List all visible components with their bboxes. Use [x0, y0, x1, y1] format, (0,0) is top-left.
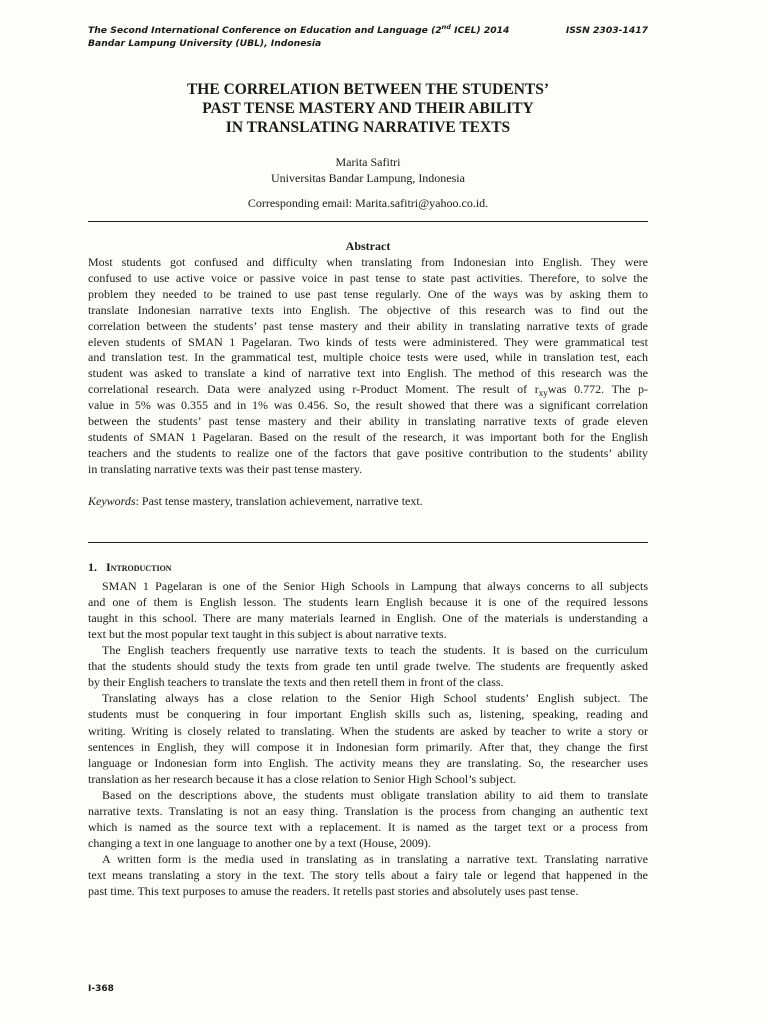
author-name: Marita Safitri — [335, 155, 401, 169]
author-block — [88, 155, 648, 186]
text-line: that the students should study the texts from grade ten until grade twelve. The students are frequently asked — [88, 659, 648, 674]
text-line: A written form is the media used in translating as in translating a narrative text. Translating narrative — [102, 852, 648, 867]
paper-page — [88, 24, 648, 900]
text-line: eleven students of SMAN 1 Pagelaran. Two kinds of tests were administered. They were grammatical test — [88, 334, 648, 349]
text-fragment: correlational research. Data were analyzed using r-Product Moment. The result of r — [88, 382, 539, 397]
keywords-line — [88, 494, 648, 509]
text-line: text means translating a story in the text. The story tells about a fairy tale or legend that happened in the — [88, 868, 648, 883]
text-line: by their English teachers to translate the texts and then retell them in front of the class. — [88, 675, 504, 690]
text-line: confused to use active voice or passive voice in past tense to state past activities. Therefore, to solve the — [88, 270, 648, 285]
abstract-heading: Abstract — [345, 239, 391, 253]
text-line: and translation test. In the grammatical test, multiple choice tests were used, while in translation test, each — [88, 350, 648, 365]
text-line: sentences in English, they will compose it in Indonesian form primarily. After that, they change the first — [88, 739, 648, 754]
text-line: student was asked to translate a kind of narrative text into English. The method of this research was the — [88, 366, 648, 381]
divider-bottom — [88, 542, 648, 543]
text-line: narrative texts. Translating is not an easy thing. Translation is the process from changing an authentic text — [88, 804, 648, 818]
page-number: I-368 — [88, 984, 114, 994]
conference-venue: Bandar Lampung University (UBL), Indonesia — [88, 38, 322, 49]
title-line: IN TRANSLATING NARRATIVE TEXTS — [225, 119, 511, 136]
subscript: xy — [538, 388, 548, 399]
author-affiliation: Universitas Bandar Lampung, Indonesia — [271, 170, 465, 185]
text-line: Most students got confused and difficulty when translating from Indonesian into English. They were — [88, 255, 648, 269]
text-line: and one of them is English lesson. The students learn English because it is one of the required lessons — [88, 594, 648, 609]
keywords-text: : Past tense mastery, translation achievement, narrative text. — [135, 493, 423, 508]
paper-title — [88, 80, 648, 137]
introduction-body — [88, 578, 648, 900]
text-line: language or Indonesian form into English. The activity means they are translating. So, the researcher uses — [88, 755, 648, 770]
text-line: translate Indonesian narrative texts into English. The objective of this research was to find out the — [88, 302, 648, 317]
text-line: correlation between the students’ past tense mastery and their ability in translating narrative texts of grade — [88, 318, 648, 333]
text-line: between the students’ past tense mastery and their ability in translating narrative texts of grade eleven — [88, 414, 648, 429]
title-line: PAST TENSE MASTERY AND THEIR ABILITY — [202, 100, 534, 117]
text-line: students of SMAN 1 Pagelaran. Based on the result of the research, it was important both for the English — [88, 429, 648, 444]
text-line: which is named as the source text with a replacement. It is named as the target text or a process from — [88, 820, 648, 835]
corresponding-email: Corresponding email: Marita.safitri@yahoo.co.id. — [247, 196, 489, 210]
abstract-body — [88, 255, 648, 478]
conference-info — [88, 24, 509, 50]
issn-number: ISSN 2303-1417 — [565, 25, 648, 36]
conference-name: The Second International Conference on Education and Language (2nd ICEL) 2014 — [88, 22, 510, 36]
text-line: value in 5% was 0.355 and in 1% was 0.456. So, the result showed that there was a significant correlation — [88, 398, 648, 413]
text-line: past time. This text purposes to amuse the readers. It retells past stories and absolutely uses past tense. — [88, 884, 579, 899]
text-line: translation as her research because it has a close relation to Senior High School’s subject. — [88, 771, 517, 786]
running-header — [88, 24, 648, 54]
text-line: taught in this school. There are many materials learned in English. One of the materials is understanding a — [88, 610, 648, 625]
text-line — [88, 382, 648, 398]
text-line: changing a text in one language to another one by a text (House, 2009). — [88, 836, 431, 851]
title-line: THE CORRELATION BETWEEN THE STUDENTS’ — [186, 81, 550, 98]
text-fragment: was 0.772. The p- — [547, 382, 648, 397]
section-heading-introduction: 1. Introduction — [88, 559, 172, 574]
text-line: problem they needed to be trained to use past tense regularly. One of the ways was by asking them to — [88, 286, 648, 301]
text-line: The English teachers frequently use narrative texts to teach the students. It is based on the curriculum — [102, 643, 648, 658]
keywords-label: Keywords — [88, 493, 136, 508]
text-line: students must be conquering in four important English skills such as, listening, speaking, reading and — [88, 707, 648, 722]
text-line: Translating always has a close relation to the Senior High School students’ English subject. The — [102, 691, 648, 706]
text-line: in translating narrative texts was their past tense mastery. — [88, 461, 363, 476]
text-line: SMAN 1 Pagelaran is one of the Senior High Schools in Lampung that always concerns to all subjects — [102, 578, 648, 593]
text-line: Based on the descriptions above, the students must obligate translation ability to aid them to translate — [102, 787, 648, 802]
text-line: teachers and the students to realize one of the factors that gave positive contribution to the students’ ability — [88, 445, 648, 460]
divider-top — [88, 221, 648, 222]
text-line: text but the most popular text taught in this subject is about narrative texts. — [88, 626, 447, 641]
text-line: writing. Writing is closely related to translating. When the students are asked by teacher to write a story or — [88, 723, 648, 738]
